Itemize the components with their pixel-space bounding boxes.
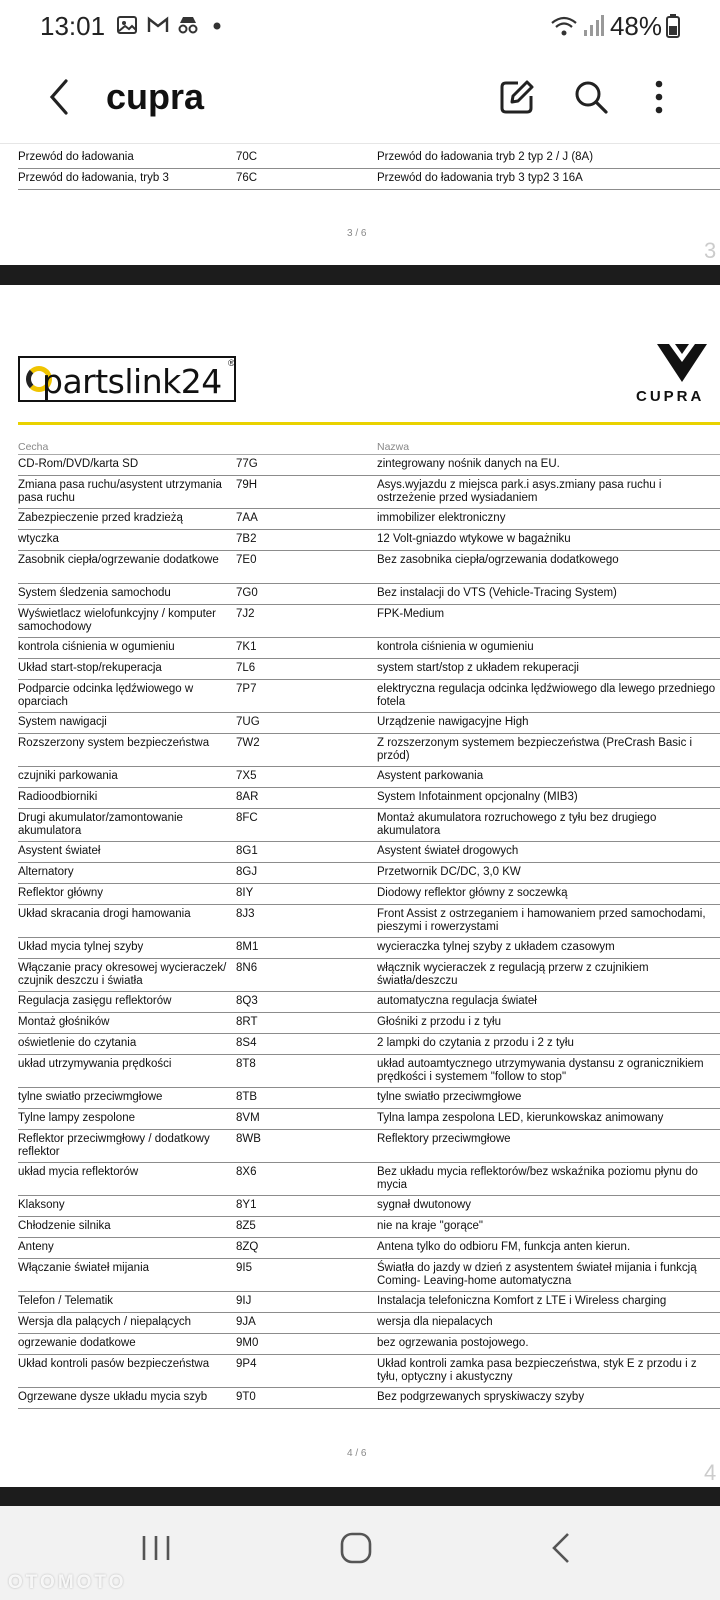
- cell-nazwa: Z rozszerzonym systemem bezpieczeństwa (PreCrash Basic i przód): [377, 737, 693, 762]
- cell-nazwa: Tylna lampa zespolona LED, kierunkowskaz animowany: [377, 1112, 664, 1124]
- app-bar: [0, 56, 720, 142]
- cupra-wordmark: CUPRA: [636, 388, 705, 405]
- recent-apps-icon: [136, 1528, 176, 1568]
- cell-kod: 7P7: [236, 683, 257, 695]
- cell-cecha: Klaksony: [18, 1199, 65, 1211]
- cell-nazwa: układ autoamtycznego utrzymywania dystansu z ogranicznikiem prędkości i systemem "follow to stop": [377, 1058, 704, 1083]
- cell-cecha: Drugi akumulator/zamontowanie akumulatora: [18, 812, 183, 837]
- table-row: [18, 1034, 720, 1055]
- table-row: [18, 1163, 720, 1196]
- nav-back-icon: [542, 1528, 582, 1568]
- cupra-emblem-icon: [655, 342, 709, 384]
- table-row: [18, 680, 720, 713]
- cell-cecha: Reflektor przeciwmgłowy / dodatkowy reflektor: [18, 1133, 210, 1158]
- page-indicator: 4 / 6: [347, 1448, 367, 1459]
- cell-kod: 8ZQ: [236, 1241, 259, 1253]
- cell-cecha: Wyświetlacz wielofunkcyjny / komputer samochodowy: [18, 608, 217, 633]
- cell-kod: 7B2: [236, 533, 257, 545]
- table-row: [18, 809, 720, 842]
- cell-nazwa: wersja dla niepalacych: [377, 1316, 493, 1328]
- table-row: [18, 1238, 720, 1259]
- table-header: [18, 440, 720, 455]
- cell-kod: 8IY: [236, 887, 254, 899]
- cell-nazwa: tylne swiatło przeciwmgłowe: [377, 1091, 522, 1103]
- cell-cecha: Zasobnik ciepła/ogrzewanie dodatkowe: [18, 554, 219, 566]
- cell-kod: 8Q3: [236, 995, 258, 1007]
- cell-nazwa: Bez podgrzewanych spryskiwaczy szyby: [377, 1391, 585, 1403]
- table-row: [18, 605, 720, 638]
- cell-cecha: System śledzenia samochodu: [18, 587, 171, 599]
- back-button[interactable]: [36, 74, 82, 120]
- table-row: [18, 788, 720, 809]
- table-row: [18, 169, 720, 190]
- page-indicator: 3 / 6: [347, 228, 367, 239]
- cell-nazwa: Diodowy reflektor główny z soczewką: [377, 887, 568, 899]
- search-icon: [572, 78, 610, 116]
- cell-nazwa: Urządzenie nawigacyjne High: [377, 716, 529, 728]
- table-row: [18, 584, 720, 605]
- cell-cecha: CD-Rom/DVD/karta SD: [18, 458, 139, 470]
- cell-kod: 9P4: [236, 1358, 257, 1370]
- header-nazwa: Nazwa: [377, 441, 410, 453]
- cell-cecha: Włączanie świateł mijania: [18, 1262, 150, 1274]
- cell-cecha: Przewód do ładowania: [18, 151, 134, 163]
- cell-cecha: Montaż głośników: [18, 1016, 110, 1028]
- table-row: [18, 1259, 720, 1292]
- cell-cecha: wtyczka: [18, 533, 59, 545]
- table-row: [18, 863, 720, 884]
- cell-kod: 8AR: [236, 791, 259, 803]
- table-row: [18, 1292, 720, 1313]
- cell-cecha: System nawigacji: [18, 716, 107, 728]
- table-row: [18, 1355, 720, 1388]
- cell-kod: 7K1: [236, 641, 257, 653]
- cell-cecha: Chłodzenie silnika: [18, 1220, 111, 1232]
- document-title: cupra: [106, 76, 205, 117]
- cell-cecha: oświetlenie do czytania: [18, 1037, 137, 1049]
- cell-cecha: Asystent świateł: [18, 845, 101, 857]
- cell-nazwa: wycieraczka tylnej szyby z układem czasowym: [377, 941, 615, 953]
- table-row: [18, 1088, 720, 1109]
- cell-kod: 7J2: [236, 608, 255, 620]
- signal-icon: [582, 14, 604, 38]
- cell-kod: 9JA: [236, 1316, 256, 1328]
- pdf-page-3: [0, 143, 720, 266]
- cell-nazwa: Asystent świateł drogowych: [377, 845, 519, 857]
- cell-kod: 8M1: [236, 941, 259, 953]
- cell-nazwa: Montaż akumulatora rozruchowego z tyłu bez drugiego akumulatora: [377, 812, 657, 837]
- table-row: [18, 884, 720, 905]
- table-row: [18, 659, 720, 680]
- status-bar: [0, 0, 720, 56]
- cell-kod: 8TB: [236, 1091, 258, 1103]
- cell-nazwa: elektryczna regulacja odcinka lędźwiowego dla lewego przedniego fotela: [377, 683, 716, 708]
- cell-cecha: Układ start-stop/rekuperacja: [18, 662, 162, 674]
- cell-kod: 7AA: [236, 512, 258, 524]
- cell-kod: 8J3: [236, 908, 255, 920]
- more-vert-icon: [654, 80, 664, 114]
- table-row: [18, 1217, 720, 1238]
- cell-kod: 7X5: [236, 770, 257, 782]
- cell-kod: 7W2: [236, 737, 260, 749]
- cell-kod: 8Y1: [236, 1199, 257, 1211]
- search-button[interactable]: [568, 74, 614, 120]
- cell-cecha: kontrola ciśnienia w ogumieniu: [18, 641, 175, 653]
- notification-dot-icon: [213, 22, 221, 30]
- cell-cecha: Włączanie pracy okresowej wycieraczek/ czujnik deszczu i światła: [18, 962, 227, 987]
- table-row: [18, 713, 720, 734]
- cell-nazwa: Asys.wyjazdu z miejsca park.i asys.zmiany pasa ruchu i ostrzeżenie przed wysiadaniem: [377, 479, 662, 504]
- table-row: [18, 509, 720, 530]
- cell-cecha: Anteny: [18, 1241, 54, 1253]
- cell-cecha: Tylne lampy zespolone: [18, 1112, 135, 1124]
- cell-nazwa: Przetwornik DC/DC, 3,0 KW: [377, 866, 521, 878]
- cell-kod: 8G1: [236, 845, 258, 857]
- table-row: [18, 551, 720, 584]
- gmail-icon: [146, 14, 170, 36]
- cell-nazwa: kontrola ciśnienia w ogumieniu: [377, 641, 534, 653]
- cell-cecha: układ mycia reflektorów: [18, 1166, 139, 1178]
- cell-kod: 9I5: [236, 1262, 252, 1274]
- cell-cecha: Podparcie odcinka lędźwiowego w oparciach: [18, 683, 194, 708]
- more-options-button[interactable]: [636, 74, 682, 120]
- header-divider: [18, 422, 720, 425]
- cell-kod: 9T0: [236, 1391, 256, 1403]
- cell-kod: 8VM: [236, 1112, 260, 1124]
- cell-nazwa: nie na kraje "gorące": [377, 1220, 483, 1232]
- cell-cecha: ogrzewanie dodatkowe: [18, 1337, 136, 1349]
- cell-cecha: Przewód do ładowania, tryb 3: [18, 172, 169, 184]
- edit-icon: [498, 78, 536, 116]
- cell-nazwa: System Infotainment opcjonalny (MIB3): [377, 791, 578, 803]
- cell-kod: 8RT: [236, 1016, 258, 1028]
- cell-kod: 7UG: [236, 716, 260, 728]
- cell-cecha: czujniki parkowania: [18, 770, 118, 782]
- status-time: 13:01: [40, 11, 106, 41]
- cell-cecha: Regulacja zasięgu reflektorów: [18, 995, 172, 1007]
- table-row: [18, 1313, 720, 1334]
- cell-cecha: układ utrzymywania prędkości: [18, 1058, 172, 1070]
- table-row: [18, 842, 720, 863]
- header-cecha: Cecha: [18, 441, 49, 453]
- page-separator: [0, 1487, 720, 1506]
- cell-kod: 8T8: [236, 1058, 256, 1070]
- table-row: [18, 1130, 720, 1163]
- cell-cecha: Układ kontroli pasów bezpieczeństwa: [18, 1358, 210, 1370]
- cell-kod: 9M0: [236, 1337, 259, 1349]
- cell-kod: 8FC: [236, 812, 258, 824]
- cell-cecha: tylne swiatło przeciwmgłowe: [18, 1091, 163, 1103]
- cell-nazwa: Bez układu mycia reflektorów/bez wskaźnika poziomu płynu do mycia: [377, 1166, 698, 1191]
- nav-back-button[interactable]: [542, 1528, 582, 1568]
- cell-kod: 9IJ: [236, 1295, 252, 1307]
- table-row: [18, 148, 720, 169]
- battery-icon: [666, 14, 680, 38]
- cell-nazwa: Reflektory przeciwmgłowe: [377, 1133, 511, 1145]
- gallery-icon: [116, 14, 138, 36]
- table-row: [18, 959, 720, 992]
- cell-kod: 8N6: [236, 962, 258, 974]
- cell-nazwa: Przewód do ładowania tryb 3 typ2 3 16A: [377, 172, 583, 184]
- cell-cecha: Radioodbiorniki: [18, 791, 98, 803]
- cell-nazwa: zintegrowany nośnik danych na EU.: [377, 458, 560, 470]
- cell-nazwa: Antena tylko do odbioru FM, funkcja anten kierun.: [377, 1241, 631, 1253]
- table-row: [18, 1109, 720, 1130]
- cell-cecha: Ogrzewane dysze układu mycia szyb: [18, 1391, 208, 1403]
- page-number-side: 4: [704, 1460, 717, 1485]
- cell-nazwa: system start/stop z układem rekuperacji: [377, 662, 579, 674]
- cell-nazwa: Układ kontroli zamka pasa bezpieczeństwa, styk E z przodu i z tyłu, optyczny i akustyczny: [377, 1358, 697, 1383]
- logo-text: partslink24: [42, 362, 222, 401]
- cell-nazwa: Instalacja telefoniczna Komfort z LTE i Wireless charging: [377, 1295, 667, 1307]
- page-separator: [0, 265, 720, 285]
- cell-kod: 8S4: [236, 1037, 257, 1049]
- cell-kod: 7G0: [236, 587, 258, 599]
- cell-nazwa: Bez instalacji do VTS (Vehicle-Tracing System): [377, 587, 617, 599]
- cell-cecha: Zabezpieczenie przed kradzieżą: [18, 512, 183, 524]
- cell-nazwa: 2 lampki do czytania z przodu i 2 z tyłu: [377, 1037, 574, 1049]
- cell-cecha: Telefon / Telematik: [18, 1295, 114, 1307]
- cell-cecha: Reflektor główny: [18, 887, 104, 899]
- cell-nazwa: 12 Volt-gniazdo wtykowe w bagażniku: [377, 533, 571, 545]
- edit-button[interactable]: [494, 74, 540, 120]
- cell-nazwa: automatyczna regulacja świateł: [377, 995, 537, 1007]
- cell-nazwa: Front Assist z ostrzeganiem i hamowaniem przed samochodami, pieszymi i rowerzystami: [377, 908, 706, 933]
- table-row: [18, 734, 720, 767]
- wifi-icon: [550, 14, 578, 38]
- table-row: [18, 905, 720, 938]
- cell-kod: 8Z5: [236, 1220, 256, 1232]
- cell-kod: 7E0: [236, 554, 257, 566]
- partslink24-logo: [18, 356, 236, 402]
- home-icon: [336, 1528, 376, 1568]
- table-row: [18, 1196, 720, 1217]
- table-row: [18, 1334, 720, 1355]
- cell-cecha: Układ skracania drogi hamowania: [18, 908, 191, 920]
- logo-registered-mark: ®: [228, 358, 235, 368]
- table-row: [18, 530, 720, 551]
- table-row: [18, 992, 720, 1013]
- cell-nazwa: sygnał dwutonowy: [377, 1199, 471, 1211]
- cell-kod: 79H: [236, 479, 258, 491]
- table-row: [18, 455, 720, 476]
- table-row: [18, 767, 720, 788]
- incognito-icon: [176, 14, 200, 36]
- table-row: [18, 1013, 720, 1034]
- table-row: [18, 476, 720, 509]
- cell-nazwa: Światła do jazdy w dzień z asystentem świateł mijania i funkcją Coming- Leaving-home automatyczna: [377, 1262, 697, 1287]
- cell-nazwa: bez ogrzewania postojowego.: [377, 1337, 529, 1349]
- cell-kod: 7L6: [236, 662, 256, 674]
- cell-kod: 77G: [236, 458, 258, 470]
- cell-nazwa: Bez zasobnika ciepła/ogrzewania dodatkowego: [377, 554, 619, 566]
- cell-nazwa: FPK-Medium: [377, 608, 445, 620]
- table-row: [18, 1388, 720, 1409]
- cell-nazwa: włącznik wycieraczek z regulacją przerw z czujnikiem światła/deszczu: [377, 962, 649, 987]
- cell-kod: 8GJ: [236, 866, 258, 878]
- battery-percent: 48%: [609, 11, 662, 41]
- cell-cecha: Układ mycia tylnej szyby: [18, 941, 144, 953]
- cell-kod: 70C: [236, 151, 258, 163]
- cell-cecha: Rozszerzony system bezpieczeństwa: [18, 737, 210, 749]
- cell-nazwa: Głośniki z przodu i z tyłu: [377, 1016, 501, 1028]
- table-row: [18, 938, 720, 959]
- cell-kod: 76C: [236, 172, 258, 184]
- cell-cecha: Alternatory: [18, 866, 74, 878]
- table-row: [18, 638, 720, 659]
- cell-kod: 8X6: [236, 1166, 257, 1178]
- cell-cecha: Wersja dla palących / niepalących: [18, 1316, 192, 1328]
- recent-apps-button[interactable]: [136, 1528, 176, 1568]
- cell-kod: 8WB: [236, 1133, 261, 1145]
- table-row: [18, 1055, 720, 1088]
- watermark: OTOMOTO: [8, 1572, 127, 1593]
- page-number-side: 3: [704, 238, 717, 263]
- home-button[interactable]: [336, 1528, 376, 1568]
- cell-nazwa: Asystent parkowania: [377, 770, 484, 782]
- cell-nazwa: immobilizer elektroniczny: [377, 512, 506, 524]
- cell-nazwa: Przewód do ładowania tryb 2 typ 2 / J (8A): [377, 151, 594, 163]
- cell-cecha: Zmiana pasa ruchu/asystent utrzymania pasa ruchu: [18, 479, 222, 504]
- back-arrow-icon: [44, 77, 74, 117]
